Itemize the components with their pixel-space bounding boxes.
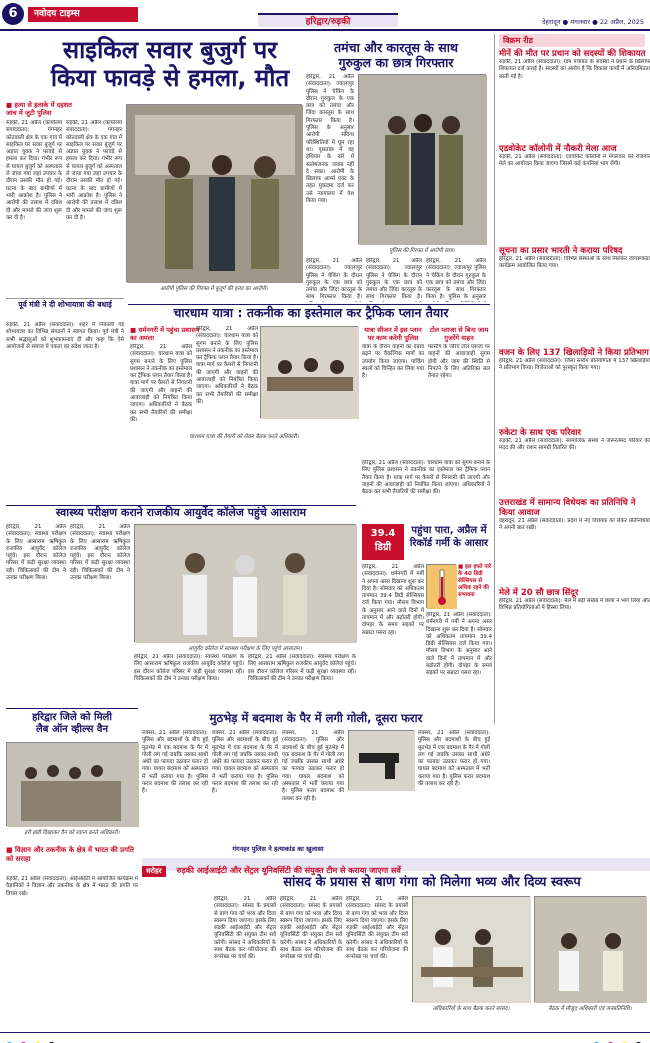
chardham-box1: [362, 326, 424, 456]
sidebar-headline: रुकेटा के साथ एक परिवार: [499, 428, 581, 438]
meeting-photo-icon: [261, 327, 359, 419]
sidebar-headline: वजन के लिए 137 खिलाड़ियों ने किया प्रतिभाग: [499, 348, 649, 358]
sidebar-item: [499, 144, 650, 246]
gurukul-photo-caption: पुलिस की गिरफ्त में आरोपी छात्र।: [389, 248, 455, 254]
mudbhed-text-col2: लक्सर, 21 अप्रैल (संवाददाता): पुलिस और बदमाशों के बीच हुई मुठभेड़ में एक बदमाश के पैर में गोली लग गई जबकि उसका साथी अंधेरे का फायदा उठाकर फरार हो गया। घायल बदमाश को अस्पताल में भर्ती कराया गया है। पुलिस फरार बदमाश की तलाश कर रही है।: [212, 730, 278, 795]
sidebar-text: हरिद्वार, 21 अप्रैल (संवाददाता): मेले में बड़ी संख्या में छात्रों ने भाग लिया और विभिन्न प्रतियोगिताओं में हिस्सा लिया।: [499, 598, 650, 612]
sidebar-text: रुड़की, 21 अप्रैल (संवाददाता): एडवोकेट कॉलोनी में मंगलवार को रोजगार मेले का आयोजन किया जाएगा जिसमें कई कंपनियां भाग लेंगी।: [499, 154, 650, 168]
sidebar-item: [499, 246, 650, 348]
chardham-box1-text: यात्रा के दौरान वाहनों का दबाव बढ़ने पर वैकल्पिक मार्गों का उपयोग किया जाएगा। पार्किंग स्थलों को चिन्हित कर लिया गया है।: [362, 344, 424, 380]
brief-left-headline: पूर्व मंत्री ने दी शोभायात्रा की बधाई: [18, 300, 112, 309]
ayurved-text-col4: हरिद्वार, 21 अप्रैल (संवाददाता): स्वास्थ्य परीक्षण के लिए आसाराम ऋषिकुल राजकीय आयुर्वेद कॉलेज पहुंचे। इस दौरान कॉलेज परिसर में कड़ी सुरक्षा व्यवस्था रही। चिकित्सकों की टीम ने उनका परीक्षण किया।: [248, 654, 356, 682]
van-photo-icon: [7, 743, 139, 827]
sidebar-item: [499, 348, 650, 428]
lead-photo-caption: आरोपी पुलिस की गिरफ्त में बुजुर्ग की हत्या का आरोपी।: [160, 286, 268, 292]
asaram-photo-icon: [135, 525, 357, 643]
mudbhed-sub: गंगनहर पुलिस ने हत्याकांड का खुलासा: [232, 845, 324, 853]
ayurved-headline: स्वास्थ्य परीक्षण कराने राजकीय आयुर्वेद कॉलेज पहुंचे आसाराम: [55, 506, 307, 519]
ayurved-photo-caption: आयुर्वेद कॉलेज में स्वास्थ्य परीक्षण के लिए पहुंचे आसाराम।: [188, 646, 302, 652]
sidebar-text: हरिद्वार, 21 अप्रैल (संवाददाता): जिला स्तरीय प्रतियोगिता में 137 खिलाड़ियों ने प्रतिभाग किया। विजेताओं को पुरस्कृत किया गया।: [499, 358, 650, 372]
mudbhed-photo: [348, 730, 414, 790]
lab-rule: [6, 708, 138, 709]
banganga-text-col3: हरिद्वार, 21 अप्रैल (संवाददाता): सांसद के प्रयासों से बाण गंगा को भव्य और दिव्य स्वरूप दिया जाएगा। इसके लिए रुड़की आईआईटी और सेंट्रल यूनिवर्सिटी की संयुक्त टीम सर्वे करेगी। सांसद ने अधिकारियों के साथ बैठक कर परियोजना की रूपरेखा पर चर्चा की।: [346, 896, 408, 961]
gurukul-headline: तमंचा और कारतूस के साथ गुरुकुल का छात्र गिरफ्तार: [334, 40, 458, 70]
chardham-sub: ■ धर्मनगरी में पहुंचा प्रशासन का अमला: [130, 326, 200, 342]
chardham-headline: चारधाम यात्रा : तकनीक का इस्तेमाल कर ट्रैफिक प्लान तैयार: [173, 305, 449, 320]
mp-meeting-icon: [413, 897, 531, 1003]
gurukul-text-col1: हरिद्वार, 21 अप्रैल (संवाददाता): ज्वालापुर पुलिस ने चेकिंग के दौरान गुरुकुल के एक छात्र को तमंचा और जिंदा कारतूस के साथ गिरफ्तार किया है। पुलिस के अनुसार आरोपी संदिग्ध परिस्थितियों में घूम रहा था। पूछताछ में वह हथियार के बारे में संतोषजनक जवाब नहीं दे सका। आरोपी के खिलाफ आर्म्स एक्ट के तहत मुकदमा दर्ज कर उसे न्यायालय में पेश किया गया।: [306, 74, 354, 205]
brand-logo: नवोदय टाइम्स: [28, 7, 138, 22]
chardham-box2-head: टोल प्लाजा से बिना जाम गुजरेंगे वाहन: [429, 326, 489, 342]
lab-photo-caption: हरी झंडी दिखाकर वैन को रवाना करते अधिकारी।: [24, 830, 120, 836]
sidebar-headline: मीनें की मौत पर प्रधान को सदस्यों की शिकायत: [499, 49, 646, 59]
officials-icon: [535, 897, 647, 1003]
lead-text-col2: रुड़की, 21 अप्रैल (कार्यालय संवाददाता): गंगनहर कोतवाली क्षेत्र के एक गांव में साइकिल पर सवार बुजुर्ग पर अज्ञात युवक ने फावड़े से हमला कर दिया। गंभीर रूप से घायल बुजुर्ग को अस्पताल ले जाया गया जहां उपचार के दौरान उसकी मौत हो गई। घटना के बाद ग्रामीणों में भारी आक्रोश है। पुलिस ने आरोपी की तलाश में दबिश दी और मामले की जांच शुरू कर दी है।: [66, 120, 122, 221]
chardham-box1-head: यात्रा सीजन में इस प्लान पर काम करेगी पुलिस: [364, 326, 422, 342]
masthead: [0, 0, 650, 30]
sidebar-text: हरिद्वार, 21 अप्रैल (संवाददाता): विभिन्न संस्थाओं के साथ मिलकर जागरूकता कार्यक्रम आयोजित किया गया।: [499, 256, 650, 270]
ayurved-photo: [134, 524, 356, 642]
banganga-photo1-caption: अधिकारियों के साथ बैठक करते सांसद।: [432, 1006, 510, 1012]
heat-text-col2: हरिद्वार, 21 अप्रैल (संवाददाता): धर्मनगरी में गर्मी ने अपना असर दिखाना शुरू कर दिया है। सोमवार को अधिकतम तापमान 39.4 डिग्री सेल्सियस दर्ज किया गया। मौसम विभाग के अनुसार आने वाले दिनों में तापमान में और बढ़ोतरी होगी। दोपहर के समय सड़कों पर सन्नाटा पसरा रहा।: [426, 612, 492, 677]
lead-text: रुड़की, 21 अप्रैल (कार्यालय संवाददाता): गंगनहर कोतवाली क्षेत्र के एक गांव में साइकिल पर सवार बुजुर्ग पर अज्ञात युवक ने फावड़े से हमला कर दिया। गंभीर रूप से घायल बुजुर्ग को अस्पताल ले जाया गया जहां उपचार के दौरान उसकी मौत हो गई। घटना के बाद ग्रामीणों में भारी आक्रोश है। पुलिस ने आरोपी की तलाश में दबिश दी और मामले की जांच शुरू कर दी है।: [6, 120, 62, 221]
dharohar-headline: रुड़की आईआईटी और सेंट्रल यूनिवर्सिटी की संयुक्त टीम से कराया जाएगा सर्वे: [176, 866, 401, 875]
heat-thermometer: [426, 564, 456, 608]
heat-temp-box: 39.4 डिग्री: [362, 524, 404, 560]
sidebar-headline: एडवोकेट कॉलोनी में नौकरी मेला आज: [499, 144, 617, 154]
chardham-text-col1: हरिद्वार, 21 अप्रैल (संवाददाता): चारधाम यात्रा को सुगम बनाने के लिए पुलिस प्रशासन ने तकनीक का इस्तेमाल कर ट्रैफिक प्लान तैयार किया है। यात्रा मार्ग पर कैमरों से निगरानी की जाएगी और वाहनों की आवाजाही को नियंत्रित किया जाएगा। अधिकारियों ने बैठक कर सभी तैयारियों की समीक्षा की।: [130, 344, 192, 423]
dharohar-band: [142, 858, 650, 875]
lead-photo: [126, 104, 302, 282]
chardham-photo: [260, 326, 358, 418]
sidebar-headline: उत्तराखंड में सामान्य विधेयक का प्रतिनिधि ने किया आवाज: [499, 498, 636, 518]
ayurved-text-col2: हरिद्वार, 21 अप्रैल (संवाददाता): स्वास्थ्य परीक्षण के लिए आसाराम ऋषिकुल राजकीय आयुर्वेद कॉलेज पहुंचे। इस दौरान कॉलेज परिसर में कड़ी सुरक्षा व्यवस्था रही। चिकित्सकों की टीम ने उनका परीक्षण किया।: [70, 524, 130, 582]
sidebar-text: रुड़की, 21 अप्रैल (संवाददाता): सामाजिक संस्था ने जरूरतमंद परिवार की मदद की और राशन सामग्री वितरित की।: [499, 438, 650, 452]
sidebar-item: [499, 588, 650, 658]
chardham-text-col3: हरिद्वार, 21 अप्रैल (संवाददाता): चारधाम यात्रा को सुगम बनाने के लिए पुलिस प्रशासन ने तकनीक का इस्तेमाल कर ट्रैफिक प्लान तैयार किया है। यात्रा मार्ग पर कैमरों से निगरानी की जाएगी और वाहनों की आवाजाही को नियंत्रित किया जाएगा। अधिकारियों ने बैठक कर सभी तैयारियों की समीक्षा की।: [362, 460, 490, 496]
lab-headline: हरिद्वार जिले को मिली लैब ऑन व्हील्स वैन: [32, 712, 112, 735]
mudbhed-text-col1: लक्सर, 21 अप्रैल (संवाददाता): पुलिस और बदमाशों के बीच हुई मुठभेड़ में एक बदमाश के पैर में गोली लग गई जबकि उसका साथी अंधेरे का फायदा उठाकर फरार हो गया। घायल बदमाश को अस्पताल में भर्ती कराया गया है। पुलिस फरार बदमाश की तलाश कर रही है।: [142, 730, 208, 795]
page-number: 6: [2, 3, 24, 25]
banganga-photo2: [534, 896, 646, 1002]
vigyan-text: रुड़की, 21 अप्रैल (संवाददाता): आईआईटी में आयोजित कार्यक्रम में वैज्ञानिकों ने विज्ञान और तकनीक के क्षेत्र में भारत की प्रगति पर विचार रखे।: [6, 876, 138, 897]
sidebar-text: रुड़की, 21 अप्रैल (संवाददाता): ग्राम पंचायत के सदस्यों ने प्रधान के खिलाफ शिकायत दर्ज कराई है। सदस्यों का आरोप है कि विकास कार्यों में अनियमितता बरती गई है।: [499, 59, 650, 80]
sidebar-label: विक्रम रीड: [499, 34, 645, 47]
sidebar-item: [499, 498, 650, 588]
gurukul-text-col4: हरिद्वार, 21 अप्रैल (संवाददाता): ज्वालापुर पुलिस ने चेकिंग के दौरान गुरुकुल के एक छात्र को तमंचा और जिंदा कारतूस के साथ गिरफ्तार किया है। पुलिस के अनुसार: [426, 258, 486, 301]
lab-photo: [6, 742, 138, 826]
vigyan-headline: ■ विज्ञान और तकनीक के क्षेत्र में भारत की प्रगति को सराहा: [6, 846, 134, 863]
mudbhed-text-col3: लक्सर, 21 अप्रैल (संवाददाता): पुलिस और बदमाशों के बीच हुई मुठभेड़ में एक बदमाश के पैर में गोली लग गई जबकि उसका साथी अंधेरे का फायदा उठाकर फरार हो गया। घायल बदमाश को अस्पताल में भर्ती कराया गया है। पुलिस फरार बदमाश की तलाश कर रही है।: [282, 730, 344, 802]
heat-text-col1: हरिद्वार, 21 अप्रैल (संवाददाता): धर्मनगरी में गर्मी ने अपना असर दिखाना शुरू कर दिया है। सोमवार को अधिकतम तापमान 39.4 डिग्री सेल्सियस दर्ज किया गया। मौसम विभाग के अनुसार आने वाले दिनों में तापमान में और बढ़ोतरी होगी। दोपहर के समय सड़कों पर सन्नाटा पसरा रहा।: [362, 564, 424, 636]
ayurved-text-col3: हरिद्वार, 21 अप्रैल (संवाददाता): स्वास्थ्य परीक्षण के लिए आसाराम ऋषिकुल राजकीय आयुर्वेद कॉलेज पहुंचे। इस दौरान कॉलेज परिसर में कड़ी सुरक्षा व्यवस्था रही। चिकित्सकों की टीम ने उनका परीक्षण किया।: [134, 654, 244, 682]
mudbhed-text-col4: लक्सर, 21 अप्रैल (संवाददाता): पुलिस और बदमाशों के बीच हुई मुठभेड़ में एक बदमाश के पैर में गोली लग गई जबकि उसका साथी अंधेरे का फायदा उठाकर फरार हो गया। घायल बदमाश को अस्पताल में भर्ती कराया गया है। पुलिस फरार बदमाश की तलाश कर रही है।: [418, 730, 490, 788]
banganga-headline: सांसद के प्रयास से बाण गंगा को मिलेगा भव्य और दिव्य स्वरूप: [283, 875, 581, 890]
masthead-rule: [0, 29, 650, 31]
color-registration-marks-right: [593, 1034, 644, 1042]
sidebar-item: [499, 428, 650, 498]
sidebar-item: [499, 49, 650, 144]
brief-left-rule: [6, 298, 124, 299]
section-label: हरिद्वार/रुड़की: [258, 13, 398, 27]
chardham-photo-caption: चारधाम यात्रा की तैयारी को लेकर बैठक करते अधिकारी।: [189, 434, 299, 440]
banganga-text-col1: हरिद्वार, 21 अप्रैल (संवाददाता): सांसद के प्रयासों से बाण गंगा को भव्य और दिव्य स्वरूप दिया जाएगा। इसके लिए रुड़की आईआईटी और सेंट्रल यूनिवर्सिटी की संयुक्त टीम सर्वे करेगी। सांसद ने अधिकारियों के साथ बैठक कर परियोजना की रूपरेखा पर चर्चा की।: [214, 896, 276, 961]
ayurved-text-col1: हरिद्वार, 21 अप्रैल (संवाददाता): स्वास्थ्य परीक्षण के लिए आसाराम ऋषिकुल राजकीय आयुर्वेद कॉलेज पहुंचे। इस दौरान कॉलेज परिसर में कड़ी सुरक्षा व्यवस्था रही। चिकित्सकों की टीम ने उनका परीक्षण किया।: [6, 524, 66, 582]
dharohar-tag: धरोहर: [142, 866, 166, 877]
gurukul-text-col3: हरिद्वार, 21 अप्रैल (संवाददाता): ज्वालापुर पुलिस ने चेकिंग के दौरान गुरुकुल के एक छात्र को तमंचा और जिंदा कारतूस के साथ गिरफ्तार किया है।: [366, 258, 422, 301]
color-registration-marks: [6, 1034, 57, 1042]
banganga-photo1: [412, 896, 530, 1002]
police-figures-icon: [127, 105, 303, 283]
banganga-photo2-caption: बैठक में मौजूद अधिकारी एवं जनप्रतिनिधि।: [548, 1006, 632, 1012]
dateline: देहरादून ● मंगलवार ● 22 अप्रैल, 2025: [542, 18, 644, 26]
footer-rule: [0, 1032, 650, 1033]
thermometer-icon: [427, 565, 457, 609]
chardham-text-col2: हरिद्वार, 21 अप्रैल (संवाददाता): चारधाम यात्रा को सुगम बनाने के लिए पुलिस प्रशासन ने तकनीक का इस्तेमाल कर ट्रैफिक प्लान तैयार किया है। यात्रा मार्ग पर कैमरों से निगरानी की जाएगी और वाहनों की आवाजाही को नियंत्रित किया जाएगा। अधिकारियों ने बैठक कर सभी तैयारियों की समीक्षा की।: [196, 326, 258, 405]
chardham-box2-text: फास्टैग के जरिए टोल प्लाजा पर वाहनों की आवाजाही सुगम होगी और जाम की स्थिति से निपटने के लिए अतिरिक्त बल तैनात रहेगा।: [428, 344, 490, 380]
lead-headline: साइकिल सवार बुजुर्ग पर किया फावड़े से हमला, मौत: [50, 36, 290, 92]
mudbhed-headline: मुठभेड़ में बदमाश के पैर में लगी गोली, दूसरा फरार: [209, 711, 423, 725]
gurukul-photo: [358, 74, 486, 244]
heat-bullet: ■ इस हफ्ते पारे के 40 डिग्री सेल्सियस से अधिक रहने की संभावना: [458, 564, 492, 598]
banganga-text-col2: हरिद्वार, 21 अप्रैल (संवाददाता): सांसद के प्रयासों से बाण गंगा को भव्य और दिव्य स्वरूप दिया जाएगा। इसके लिए रुड़की आईआईटी और सेंट्रल यूनिवर्सिटी की संयुक्त टीम सर्वे करेगी। सांसद ने अधिकारियों के साथ बैठक कर परियोजना की रूपरेखा पर चर्चा की।: [280, 896, 342, 961]
brief-left-text: रुड़की, 21 अप्रैल (संवाददाता): शहर में निकाली गई शोभायात्रा का विभिन्न संगठनों ने स्वागत किया। पूर्व मंत्री ने सभी श्रद्धालुओं को शुभकामनाएं दीं और कहा कि ऐसे आयोजनों से समाज में एकता का संदेश जाता है।: [6, 322, 124, 350]
arrest-photo-icon: [359, 75, 487, 245]
sidebar-headline: सूचना का प्रसार भारती ने कराया परिषद: [499, 246, 623, 256]
sidebar-headline: मेले में 20 सौ छात्र सिंदूर: [499, 588, 579, 598]
chardham-box2: [428, 326, 490, 456]
pistol-icon: [349, 731, 415, 791]
heat-headline: पहुंचा पारा, अप्रैल में रिकॉर्ड गर्मी के आसार: [409, 525, 489, 549]
gurukul-text-col2: हरिद्वार, 21 अप्रैल (संवाददाता): ज्वालापुर पुलिस ने चेकिंग के दौरान गुरुकुल के एक छात्र को तमंचा और जिंदा कारतूस के साथ गिरफ्तार किया है।: [306, 258, 362, 301]
lead-kicker: ■ हत्या से इलाके में दहशत जांच में जुटी पुलिस: [6, 101, 72, 117]
sidebar: [494, 34, 650, 724]
sidebar-text: देहरादून, 21 अप्रैल (संवाददाता): प्रदेश में नए विधेयक को लेकर प्रतिनिधियों ने अपनी बात रखी।: [499, 518, 650, 532]
